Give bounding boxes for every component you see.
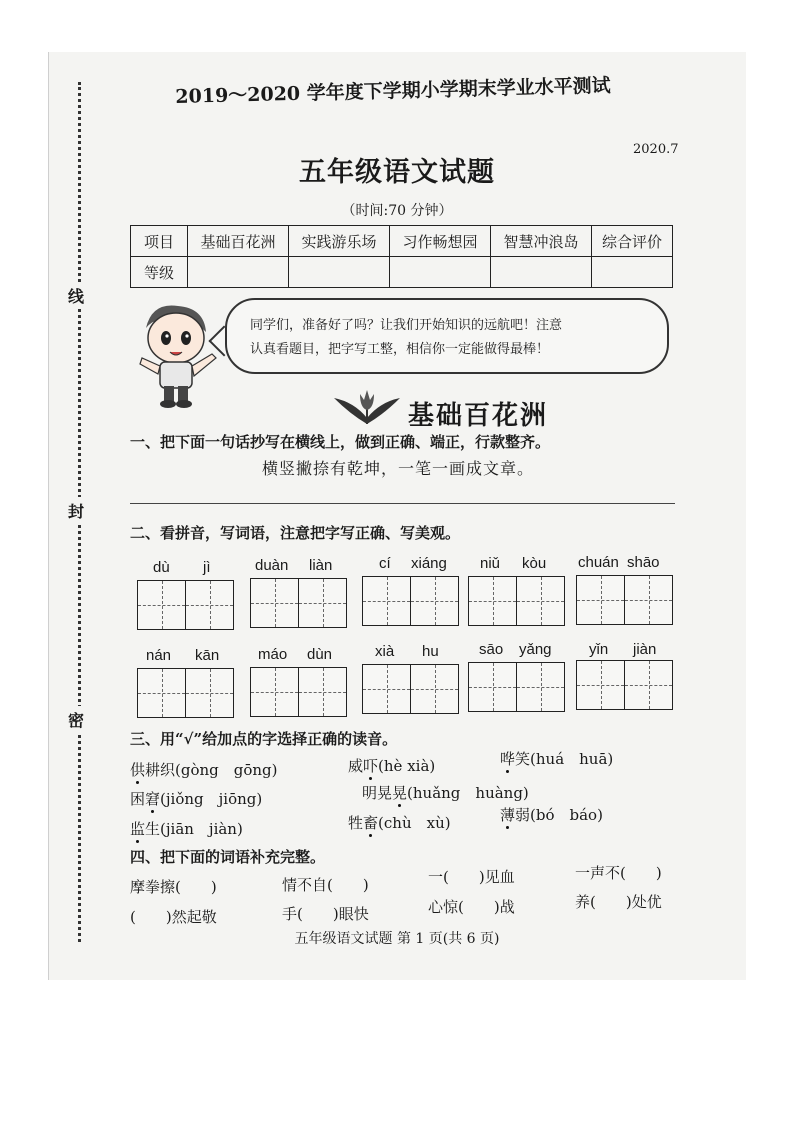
word-writing-box[interactable] [250, 578, 347, 628]
grade-cell-wisdom: 智慧冲浪岛 [491, 226, 592, 257]
word-writing-box[interactable] [250, 667, 347, 717]
pinyin: xià [375, 643, 395, 660]
idiom-fill-item[interactable]: ( )然起敬 [130, 908, 217, 926]
choice-text: 生(jiān jiàn) [145, 820, 243, 838]
q2-prompt: 二、看拼音，写词语，注意把字写正确、写美观。 [130, 524, 461, 542]
word-writing-box[interactable] [137, 668, 234, 718]
section-title: 基础百花洲 [408, 401, 549, 431]
time-limit: （时间:70 分钟） [341, 203, 453, 219]
reading-choice-item[interactable] [130, 818, 243, 839]
choice-text: 耕织(gòng gōng) [145, 761, 278, 779]
grade-cell-item: 项目 [131, 226, 188, 257]
word-prefix: 牲 [348, 814, 364, 832]
reading-choice-item[interactable] [500, 748, 613, 769]
grade-cell-basics: 基础百花洲 [188, 226, 289, 257]
paper-title: 五年级语文试题 [299, 157, 495, 188]
binding-char-feng: 封 [68, 497, 84, 524]
word-prefix: 明晃 [362, 784, 393, 802]
reading-choice-item[interactable] [348, 755, 435, 776]
word-writing-box[interactable] [576, 660, 673, 710]
pinyin: xiáng [411, 555, 447, 572]
word-writing-box[interactable] [137, 580, 234, 630]
q1-answer-line[interactable] [130, 503, 675, 504]
grade-table-header-row [131, 226, 673, 257]
intro-text [250, 314, 650, 362]
reading-choice-item[interactable] [130, 788, 262, 809]
pinyin: yǎng [519, 641, 552, 658]
pinyin: duàn [255, 557, 289, 574]
pinyin: máo [258, 646, 288, 663]
reading-choice-item[interactable] [348, 812, 451, 833]
pinyin: cí [379, 555, 391, 572]
choice-text: (huǎng huàng) [407, 784, 529, 802]
exam-title: 2019～2020 学年度下学期小学期末学业水平测试 [175, 74, 611, 108]
grade-input[interactable] [491, 257, 592, 288]
pinyin: jì [203, 559, 211, 576]
grade-table [130, 225, 673, 288]
idiom-fill-item[interactable]: 摩拳擦( ) [130, 878, 217, 896]
intro-line-1: 同学们，准备好了吗？让我们开始知识的远航吧！注意 [250, 318, 563, 333]
dotted-char: 监 [130, 820, 146, 838]
word-prefix: 困 [130, 790, 146, 808]
binding-char-mi: 密 [68, 706, 84, 733]
pinyin: liàn [309, 557, 333, 574]
q1-sentence: 横竖撇捺有乾坤，一笔一画成文章。 [262, 459, 535, 478]
pinyin: jiàn [633, 641, 657, 658]
pinyin: nán [146, 647, 172, 664]
word-writing-box[interactable] [468, 576, 565, 626]
reading-choice-item[interactable] [130, 759, 278, 780]
idiom-fill-item[interactable]: 情不自( ) [282, 876, 369, 894]
word-writing-box[interactable] [362, 576, 459, 626]
dotted-char: 窘 [145, 790, 161, 808]
grade-input[interactable] [390, 257, 491, 288]
dotted-char: 供 [130, 761, 146, 779]
pinyin: kòu [522, 555, 547, 572]
word-prefix: 威 [348, 757, 364, 775]
word-writing-box[interactable] [362, 664, 459, 714]
idiom-fill-item[interactable]: 心惊( )战 [428, 898, 515, 916]
grade-cell-practice: 实践游乐场 [289, 226, 390, 257]
pinyin: hu [422, 643, 439, 660]
choice-text: (hè xià) [378, 757, 436, 775]
choice-text: (chù xù) [378, 814, 451, 832]
word-writing-box[interactable] [468, 662, 565, 712]
dotted-char: 哗 [500, 750, 516, 768]
idiom-fill-item[interactable]: 手( )眼快 [282, 905, 369, 923]
binding-char-xian: 线 [68, 282, 84, 309]
grade-input[interactable] [592, 257, 673, 288]
pinyin: yǐn [589, 641, 609, 658]
pinyin: niǔ [480, 555, 501, 572]
paper-sheet [48, 52, 746, 980]
choice-text: 弱(bó báo) [515, 806, 603, 824]
idiom-fill-item[interactable]: 一声不( ) [575, 864, 662, 882]
pinyin: shāo [627, 554, 660, 571]
choice-text: 笑(huá huā) [515, 750, 614, 768]
pinyin: dù [153, 559, 170, 576]
grade-cell-writing: 习作畅想园 [390, 226, 491, 257]
cartoon-boy-icon [132, 300, 218, 412]
choice-text: (jiǒng jiōng) [160, 790, 263, 808]
q3-prompt: 三、用“√”给加点的字选择正确的读音。 [130, 730, 398, 748]
exam-date: 2020.7 [633, 142, 679, 157]
pinyin: kān [195, 647, 220, 664]
dotted-char: 吓 [363, 757, 379, 775]
page-footer: 五年级语文试题 第 1 页(共 6 页) [294, 931, 500, 947]
reading-choice-item[interactable] [362, 782, 529, 803]
pinyin: dùn [307, 646, 333, 663]
dotted-char: 畜 [363, 814, 379, 832]
grade-row-label: 等级 [131, 257, 188, 288]
reading-choice-item[interactable] [500, 804, 603, 825]
intro-line-2: 认真看题目，把字写工整，相信你一定能做得最棒！ [250, 342, 550, 357]
q4-prompt: 四、把下面的词语补充完整。 [130, 848, 326, 866]
q1-prompt: 一、把下面一句话抄写在横线上，做到正确、端正，行款整齐。 [130, 433, 551, 451]
idiom-fill-item[interactable]: 一( )见血 [428, 868, 515, 886]
grade-input[interactable] [289, 257, 390, 288]
dotted-char: 晃 [392, 784, 408, 802]
word-writing-box[interactable] [576, 575, 673, 625]
tulip-icon [330, 384, 404, 428]
dotted-char: 薄 [500, 806, 516, 824]
grade-cell-overall: 综合评价 [592, 226, 673, 257]
idiom-fill-item[interactable]: 养( )处优 [575, 893, 662, 911]
grade-table-score-row [131, 257, 673, 288]
pinyin: chuán [578, 554, 619, 571]
pinyin: sāo [479, 641, 504, 658]
grade-input[interactable] [188, 257, 289, 288]
